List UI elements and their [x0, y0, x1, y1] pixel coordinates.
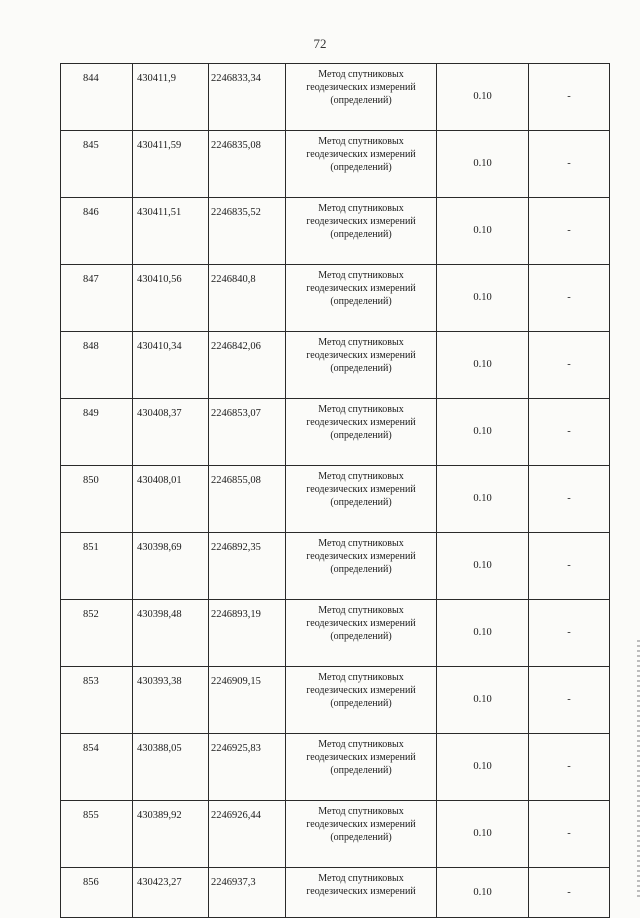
- method-line: геодезических измерений: [306, 417, 416, 428]
- method-line: Метод спутниковых: [318, 471, 404, 482]
- accuracy-cell: 0.10: [437, 600, 529, 667]
- method-line: (определений): [330, 631, 392, 642]
- accuracy-cell: 0.10: [437, 868, 529, 918]
- page-number: 72: [313, 36, 327, 51]
- method-line: геодезических измерений: [306, 216, 416, 227]
- table-row: [61, 801, 610, 868]
- y-coordinate-cell: 2246840,8: [209, 265, 286, 332]
- extra-cell: -: [529, 131, 610, 198]
- extra-cell: -: [529, 801, 610, 868]
- method-line: Метод спутниковых: [318, 270, 404, 281]
- method-line: (определений): [330, 497, 392, 508]
- x-coordinate-cell: 430423,27: [133, 868, 209, 918]
- method-line: Метод спутниковых: [318, 538, 404, 549]
- coordinates-table: [60, 63, 610, 918]
- extra-cell: -: [529, 399, 610, 466]
- table-row: [61, 868, 610, 918]
- x-coordinate-cell: 430398,69: [133, 533, 209, 600]
- y-coordinate-cell: 2246937,3: [209, 868, 286, 918]
- method-line: геодезических измерений: [306, 886, 416, 897]
- x-coordinate-cell: 430393,38: [133, 667, 209, 734]
- method-line: Метод спутниковых: [318, 404, 404, 415]
- point-number-cell: 851: [61, 533, 133, 600]
- extra-cell: -: [529, 600, 610, 667]
- x-coordinate-cell: 430408,01: [133, 466, 209, 533]
- x-coordinate-cell: 430411,59: [133, 131, 209, 198]
- extra-cell: -: [529, 265, 610, 332]
- method-line: геодезических измерений: [306, 752, 416, 763]
- extra-cell: -: [529, 868, 610, 918]
- method-line: геодезических измерений: [306, 819, 416, 830]
- table-row: [61, 734, 610, 801]
- method-line: Метод спутниковых: [318, 672, 404, 683]
- point-number-cell: 850: [61, 466, 133, 533]
- point-number-cell: 855: [61, 801, 133, 868]
- point-number-cell: 853: [61, 667, 133, 734]
- table-row: [61, 198, 610, 265]
- y-coordinate-cell: 2246855,08: [209, 466, 286, 533]
- extra-cell: -: [529, 466, 610, 533]
- point-number-cell: 849: [61, 399, 133, 466]
- method-cell: [286, 466, 437, 533]
- point-number-cell: 856: [61, 868, 133, 918]
- point-number-cell: 846: [61, 198, 133, 265]
- method-line: Метод спутниковых: [318, 806, 404, 817]
- y-coordinate-cell: 2246893,19: [209, 600, 286, 667]
- point-number-cell: 852: [61, 600, 133, 667]
- accuracy-cell: 0.10: [437, 466, 529, 533]
- accuracy-cell: 0.10: [437, 332, 529, 399]
- x-coordinate-cell: 430408,37: [133, 399, 209, 466]
- y-coordinate-cell: 2246835,08: [209, 131, 286, 198]
- method-cell: [286, 600, 437, 667]
- method-line: Метод спутниковых: [318, 337, 404, 348]
- extra-cell: -: [529, 734, 610, 801]
- extra-cell: -: [529, 332, 610, 399]
- method-line: геодезических измерений: [306, 685, 416, 696]
- method-line: геодезических измерений: [306, 551, 416, 562]
- method-line: (определений): [330, 832, 392, 843]
- table-row: [61, 600, 610, 667]
- accuracy-cell: 0.10: [437, 667, 529, 734]
- table-row: [61, 265, 610, 332]
- method-cell: [286, 198, 437, 265]
- x-coordinate-cell: 430398,48: [133, 600, 209, 667]
- method-line: Метод спутниковых: [318, 203, 404, 214]
- coordinates-table-container: [60, 63, 610, 918]
- method-line: Метод спутниковых: [318, 739, 404, 750]
- method-line: (определений): [330, 564, 392, 575]
- accuracy-cell: 0.10: [437, 533, 529, 600]
- point-number-cell: 854: [61, 734, 133, 801]
- method-line: Метод спутниковых: [318, 873, 404, 884]
- x-coordinate-cell: 430411,51: [133, 198, 209, 265]
- table-row: [61, 466, 610, 533]
- y-coordinate-cell: 2246909,15: [209, 667, 286, 734]
- table-row: [61, 131, 610, 198]
- extra-cell: -: [529, 533, 610, 600]
- y-coordinate-cell: 2246853,07: [209, 399, 286, 466]
- table-row: [61, 64, 610, 131]
- y-coordinate-cell: 2246892,35: [209, 533, 286, 600]
- method-line: геодезических измерений: [306, 82, 416, 93]
- point-number-cell: 845: [61, 131, 133, 198]
- point-number-cell: 847: [61, 265, 133, 332]
- method-cell: [286, 265, 437, 332]
- method-line: Метод спутниковых: [318, 136, 404, 147]
- method-cell: [286, 801, 437, 868]
- method-cell: [286, 64, 437, 131]
- method-cell: [286, 533, 437, 600]
- y-coordinate-cell: 2246835,52: [209, 198, 286, 265]
- method-line: геодезических измерений: [306, 350, 416, 361]
- x-coordinate-cell: 430389,92: [133, 801, 209, 868]
- method-line: геодезических измерений: [306, 484, 416, 495]
- accuracy-cell: 0.10: [437, 131, 529, 198]
- method-cell: [286, 734, 437, 801]
- method-line: (определений): [330, 363, 392, 374]
- method-line: геодезических измерений: [306, 283, 416, 294]
- table-row: [61, 667, 610, 734]
- point-number-cell: 844: [61, 64, 133, 131]
- point-number-cell: 848: [61, 332, 133, 399]
- x-coordinate-cell: 430411,9: [133, 64, 209, 131]
- accuracy-cell: 0.10: [437, 198, 529, 265]
- table-row: [61, 533, 610, 600]
- y-coordinate-cell: 2246833,34: [209, 64, 286, 131]
- x-coordinate-cell: 430410,56: [133, 265, 209, 332]
- accuracy-cell: 0.10: [437, 801, 529, 868]
- method-cell: [286, 868, 437, 918]
- method-line: (определений): [330, 162, 392, 173]
- extra-cell: -: [529, 64, 610, 131]
- method-cell: [286, 399, 437, 466]
- method-line: геодезических измерений: [306, 618, 416, 629]
- extra-cell: -: [529, 667, 610, 734]
- table-row: [61, 332, 610, 399]
- method-line: (определений): [330, 765, 392, 776]
- accuracy-cell: 0.10: [437, 265, 529, 332]
- method-cell: [286, 332, 437, 399]
- method-cell: [286, 131, 437, 198]
- method-line: (определений): [330, 229, 392, 240]
- method-line: (определений): [330, 95, 392, 106]
- accuracy-cell: 0.10: [437, 64, 529, 131]
- method-line: Метод спутниковых: [318, 69, 404, 80]
- table-row: [61, 399, 610, 466]
- y-coordinate-cell: 2246925,83: [209, 734, 286, 801]
- x-coordinate-cell: 430388,05: [133, 734, 209, 801]
- method-line: (определений): [330, 296, 392, 307]
- method-line: геодезических измерений: [306, 149, 416, 160]
- x-coordinate-cell: 430410,34: [133, 332, 209, 399]
- accuracy-cell: 0.10: [437, 734, 529, 801]
- y-coordinate-cell: 2246926,44: [209, 801, 286, 868]
- accuracy-cell: 0.10: [437, 399, 529, 466]
- coordinates-table-body: [61, 64, 610, 918]
- method-line: (определений): [330, 430, 392, 441]
- method-line: (определений): [330, 698, 392, 709]
- method-cell: [286, 667, 437, 734]
- method-line: Метод спутниковых: [318, 605, 404, 616]
- extra-cell: -: [529, 198, 610, 265]
- y-coordinate-cell: 2246842,06: [209, 332, 286, 399]
